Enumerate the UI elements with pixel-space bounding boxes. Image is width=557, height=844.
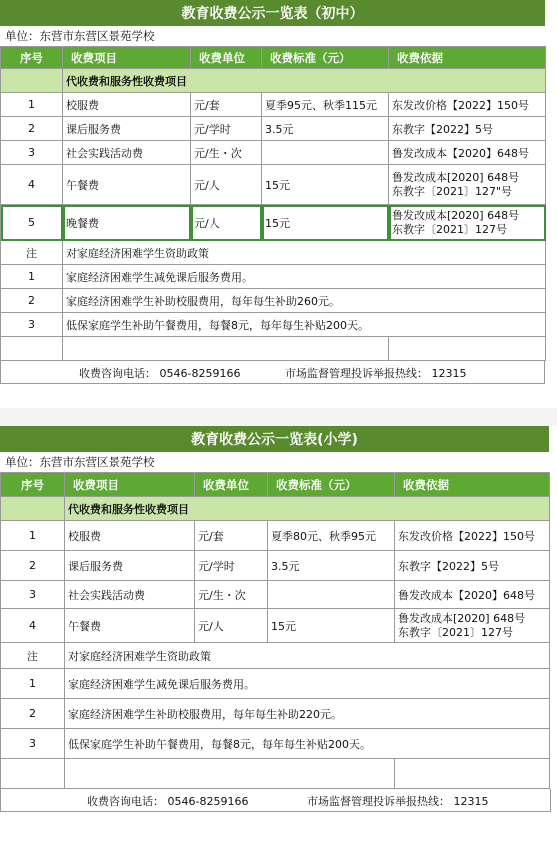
footer bbox=[0, 361, 545, 384]
table-row bbox=[1, 581, 550, 609]
row-seq: 2 bbox=[1, 117, 63, 141]
table-row bbox=[1, 141, 546, 165]
row-seq: 5 bbox=[1, 205, 63, 241]
unit-line: 单位：东营市东营区景苑学校 bbox=[5, 29, 155, 43]
category-row bbox=[1, 497, 550, 521]
unit-line: 单位：东营市东营区景苑学校 bbox=[5, 455, 155, 469]
header-seq: 序号 bbox=[1, 47, 63, 69]
row-unit: 元/学时 bbox=[195, 551, 268, 581]
fee-table bbox=[0, 472, 550, 789]
row-item: 校服费 bbox=[63, 93, 191, 117]
header-item: 收费项目 bbox=[65, 473, 195, 497]
note-row bbox=[1, 313, 546, 337]
row-basis: 东发改价格【2022】150号 bbox=[395, 521, 550, 551]
table-row bbox=[1, 521, 550, 551]
note-title: 对家庭经济困难学生资助政策 bbox=[63, 241, 546, 265]
row-unit: 元/人 bbox=[191, 165, 262, 205]
row-seq: 1 bbox=[1, 93, 63, 117]
row-seq: 4 bbox=[1, 609, 65, 643]
blank-row bbox=[1, 337, 546, 361]
row-unit: 元/人 bbox=[191, 205, 262, 241]
row-basis: 东发改价格【2022】150号 bbox=[389, 93, 546, 117]
note-row bbox=[1, 669, 550, 699]
category-blank bbox=[1, 497, 65, 521]
sheet-title: 教育收费公示一览表（初中） bbox=[0, 0, 545, 26]
note-label: 注 bbox=[1, 643, 65, 669]
junior-fee-sheet bbox=[0, 0, 557, 384]
basis-line: 鲁发改成本[2020] 648号 bbox=[398, 611, 526, 625]
note-text: 家庭经济困难学生减免课后服务费用。 bbox=[63, 265, 546, 289]
header-standard: 收费标准（元） bbox=[268, 473, 395, 497]
row-item: 课后服务费 bbox=[63, 117, 191, 141]
table-row bbox=[1, 165, 546, 205]
row-item: 社会实践活动费 bbox=[65, 581, 195, 609]
row-item: 午餐费 bbox=[63, 165, 191, 205]
table-row bbox=[1, 93, 546, 117]
row-item: 晚餐费 bbox=[63, 205, 191, 241]
row-standard: 3.5元 bbox=[268, 551, 395, 581]
note-row bbox=[1, 265, 546, 289]
header-basis: 收费依据 bbox=[395, 473, 550, 497]
row-seq: 2 bbox=[1, 551, 65, 581]
basis-line: 鲁发改成本[2020] 648号 bbox=[392, 208, 520, 222]
row-basis: 鲁发改成本【2020】648号 bbox=[389, 141, 546, 165]
category-label: 代收费和服务性收费项目 bbox=[63, 69, 546, 93]
row-seq: 3 bbox=[1, 141, 63, 165]
table-row bbox=[1, 551, 550, 581]
row-basis: 东教字【2022】5号 bbox=[395, 551, 550, 581]
row-standard: 15元 bbox=[262, 205, 389, 241]
note-seq: 2 bbox=[1, 699, 65, 729]
row-item: 校服费 bbox=[65, 521, 195, 551]
row-standard: 15元 bbox=[268, 609, 395, 643]
basis-line: 东教字〔2021〕127号 bbox=[398, 625, 513, 639]
note-header-row bbox=[1, 643, 550, 669]
header-unit: 收费单位 bbox=[191, 47, 262, 69]
footer-hotline: 市场监督管理投诉举报热线： 12315 bbox=[307, 795, 489, 808]
header-item: 收费项目 bbox=[63, 47, 191, 69]
row-standard: 15元 bbox=[262, 165, 389, 205]
note-text: 家庭经济困难学生补助校服费用，每年每生补助220元。 bbox=[65, 699, 550, 729]
note-text: 低保家庭学生补助午餐费用，每餐8元，每年每生补贴200天。 bbox=[63, 313, 546, 337]
row-item: 社会实践活动费 bbox=[63, 141, 191, 165]
note-seq: 3 bbox=[1, 313, 63, 337]
row-unit: 元/套 bbox=[191, 93, 262, 117]
category-blank bbox=[1, 69, 63, 93]
category-row bbox=[1, 69, 546, 93]
note-text: 家庭经济困难学生补助校服费用，每年每生补助260元。 bbox=[63, 289, 546, 313]
note-seq: 2 bbox=[1, 289, 63, 313]
table-header-row bbox=[1, 473, 550, 497]
basis-line: 东教字〔2021〕127号 bbox=[392, 222, 507, 236]
footer-phone: 收费咨询电话： 0546-8259166 bbox=[79, 367, 241, 380]
header-unit: 收费单位 bbox=[195, 473, 268, 497]
footer-hotline: 市场监督管理投诉举报热线： 12315 bbox=[285, 367, 467, 380]
note-seq: 1 bbox=[1, 265, 63, 289]
row-basis[interactable] bbox=[389, 205, 546, 241]
note-row bbox=[1, 699, 550, 729]
note-text: 家庭经济困难学生减免课后服务费用。 bbox=[65, 669, 550, 699]
footer-phone: 收费咨询电话： 0546-8259166 bbox=[87, 795, 249, 808]
fee-table bbox=[0, 46, 546, 361]
footer bbox=[0, 789, 551, 812]
table-row bbox=[1, 609, 550, 643]
row-seq: 3 bbox=[1, 581, 65, 609]
table-row bbox=[1, 205, 546, 241]
row-standard: 夏季80元、秋季95元 bbox=[268, 521, 395, 551]
blank-row bbox=[1, 759, 550, 789]
header-basis: 收费依据 bbox=[389, 47, 546, 69]
header-seq: 序号 bbox=[1, 473, 65, 497]
note-row bbox=[1, 289, 546, 313]
note-label: 注 bbox=[1, 241, 63, 265]
table-row bbox=[1, 117, 546, 141]
table-header-row bbox=[1, 47, 546, 69]
note-seq: 3 bbox=[1, 729, 65, 759]
row-unit: 元/生・次 bbox=[191, 141, 262, 165]
row-basis bbox=[389, 165, 546, 205]
row-basis: 鲁发改成本【2020】648号 bbox=[395, 581, 550, 609]
row-standard: 3.5元 bbox=[262, 117, 389, 141]
primary-fee-sheet bbox=[0, 426, 557, 812]
row-item: 午餐费 bbox=[65, 609, 195, 643]
note-title: 对家庭经济困难学生资助政策 bbox=[65, 643, 550, 669]
sheet-title: 教育收费公示一览表(小学) bbox=[0, 426, 549, 452]
row-item: 课后服务费 bbox=[65, 551, 195, 581]
row-basis bbox=[395, 609, 550, 643]
note-text: 低保家庭学生补助午餐费用，每餐8元，每年每生补贴200天。 bbox=[65, 729, 550, 759]
row-unit: 元/人 bbox=[195, 609, 268, 643]
category-label: 代收费和服务性收费项目 bbox=[65, 497, 550, 521]
row-standard bbox=[268, 581, 395, 609]
row-standard: 夏季95元、秋季115元 bbox=[262, 93, 389, 117]
header-standard: 收费标准（元） bbox=[262, 47, 389, 69]
note-row bbox=[1, 729, 550, 759]
row-unit: 元/学时 bbox=[191, 117, 262, 141]
sheet-gap bbox=[0, 408, 557, 426]
row-basis: 东教字【2022】5号 bbox=[389, 117, 546, 141]
row-seq: 1 bbox=[1, 521, 65, 551]
row-standard bbox=[262, 141, 389, 165]
basis-line: 鲁发改成本[2020] 648号 bbox=[392, 170, 520, 184]
note-header-row bbox=[1, 241, 546, 265]
row-unit: 元/生・次 bbox=[195, 581, 268, 609]
row-seq: 4 bbox=[1, 165, 63, 205]
note-seq: 1 bbox=[1, 669, 65, 699]
row-unit: 元/套 bbox=[195, 521, 268, 551]
basis-line: 东教字〔2021〕127"号 bbox=[392, 184, 513, 198]
